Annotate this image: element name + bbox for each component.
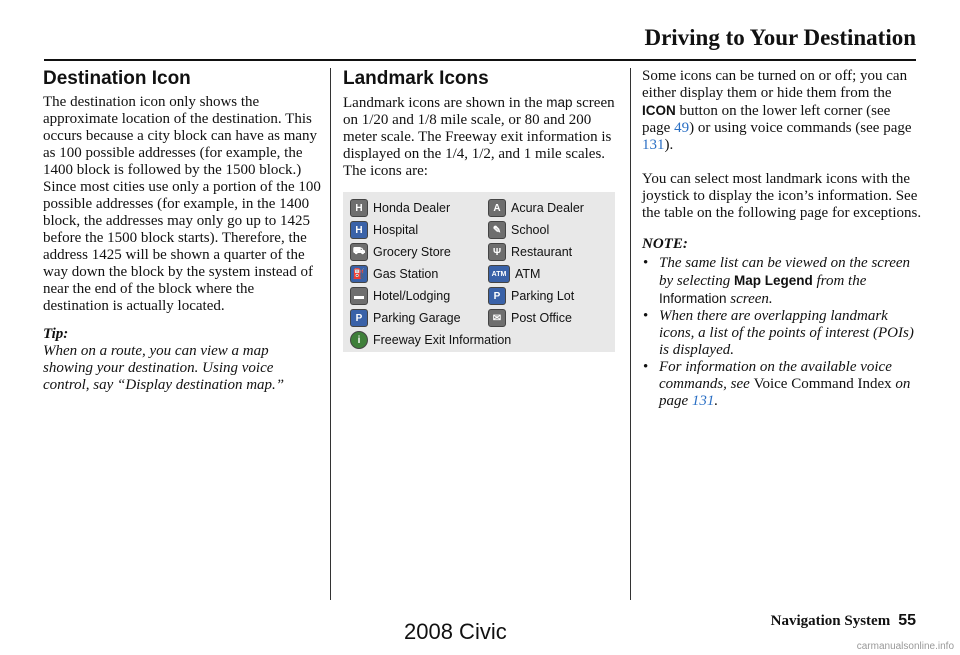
hotel-bed-icon: ▬ [350, 287, 368, 305]
b3-text-b: on page [659, 376, 911, 409]
legend-item-grocery-store [350, 242, 451, 262]
legend-label: Hotel/Lodging [373, 289, 451, 303]
destination-icon-body: The destination icon only shows the approximate location of the destination. This occurs because a city block can have as many as 100 possible addresses (for example, the 1400 block is followed by the 1500 block.) Since most cities use only a portion of the 100 possible addresses (for example, in the 1400 block, the addresses may only go up to 1425 before the 1500 block starts). Therefore, the address 1425 will be shown a quarter of the way down the block by the system instead of near the end of the block where the destination is actually located. [43, 94, 321, 314]
p1-text-b: button on the lower left corner (see page [642, 103, 891, 136]
legend-item-freeway-exit [350, 330, 511, 350]
legend-item-gas-station [350, 264, 438, 284]
p1-text-d: ). [664, 137, 674, 153]
voice-command-index-term: Voice Command Index [753, 376, 892, 392]
section-heading-destination-icon: Destination Icon [43, 68, 191, 89]
p1-text-a: Some icons can be turned on or off; you can either display them or hide them from the [642, 68, 908, 101]
legend-item-hospital [350, 220, 418, 240]
icon-toggle-paragraph [642, 68, 922, 154]
watermark-site: carmanualsonline.info [856, 641, 954, 652]
legend-item-acura-dealer [488, 198, 584, 218]
note-item-map-legend [642, 255, 922, 308]
page-header-title: Driving to Your Destination [644, 25, 916, 50]
landmark-icon-legend [343, 192, 615, 352]
gas-station-icon: ⛽ [350, 265, 368, 283]
school-icon: ✎ [488, 221, 506, 239]
header-rule [44, 59, 916, 61]
legend-label: Acura Dealer [511, 201, 584, 215]
legend-item-restaurant [488, 242, 572, 262]
b3-text-c: . [714, 393, 719, 409]
legend-label: Restaurant [511, 245, 573, 259]
legend-item-hotel-lodging [350, 286, 450, 306]
acura-dealer-icon: A [488, 199, 506, 217]
map-screen-term: map [546, 95, 573, 110]
information-term: Information [659, 291, 727, 306]
legend-item-school [488, 220, 549, 240]
legend-label: School [511, 223, 550, 237]
legend-label: Gas Station [373, 267, 439, 281]
legend-label: Hospital [373, 223, 419, 237]
footer-label: Navigation System [770, 613, 891, 629]
section-heading-landmark-icons: Landmark Icons [343, 68, 489, 89]
note-item-voice-commands [642, 359, 922, 410]
legend-label: Freeway Exit Information [373, 333, 512, 347]
legend-label: Parking Garage [373, 311, 461, 325]
watermark-model: 2008 Civic [404, 619, 507, 644]
column-divider [630, 68, 631, 600]
map-legend-term: Map Legend [733, 273, 813, 288]
restaurant-icon: Ψ [488, 243, 506, 261]
intro-text-a: Landmark icons are shown in the [343, 95, 547, 111]
legend-item-atm [488, 264, 540, 284]
note-heading: NOTE: [642, 236, 688, 252]
page-footer [771, 612, 916, 630]
page-link-131[interactable]: 131 [642, 137, 665, 153]
page-number: 55 [898, 612, 916, 629]
note-list [642, 255, 922, 410]
legend-label: Honda Dealer [373, 201, 451, 215]
b1-text-c: screen. [726, 291, 773, 307]
joystick-paragraph: You can select most landmark icons with the joystick to display the icon’s information. See the table on the following page for exceptions. [642, 171, 922, 221]
atm-icon: ATM [488, 265, 510, 283]
page-link-49[interactable]: 49 [674, 120, 690, 136]
note-item-overlapping: • When there are overlapping landmark icons, a list of the points of interest (POIs) is displayed. [642, 308, 922, 359]
legend-item-parking-garage [350, 308, 461, 328]
parking-lot-icon: P [488, 287, 506, 305]
grocery-cart-icon: ⛟ [350, 243, 368, 261]
legend-label: Post Office [511, 311, 572, 325]
legend-item-honda-dealer [350, 198, 450, 218]
b1-text-a: The same list can be viewed on the screen by selecting [659, 255, 911, 289]
column-landmark-icons [343, 68, 615, 352]
column-destination-icon [43, 68, 321, 394]
column-divider [330, 68, 331, 600]
b1-text-b: from the [812, 273, 867, 289]
legend-label: Grocery Store [373, 245, 451, 259]
tip-heading: Tip: [43, 326, 69, 342]
legend-label: ATM [515, 267, 541, 281]
hospital-icon: H [350, 221, 368, 239]
p1-text-c: ) or using voice commands (see page [689, 120, 912, 136]
b3-text-a: For information on the available voice commands, see [659, 359, 892, 392]
icon-button-term: ICON [642, 103, 676, 118]
post-office-icon: ✉ [488, 309, 506, 327]
landmark-intro [343, 94, 615, 180]
legend-item-post-office [488, 308, 572, 328]
legend-label: Parking Lot [511, 289, 575, 303]
intro-text-b: screen on 1/20 and 1/8 mile scale, or 80 and 200 meter scale. The Freeway exit information is displayed on the 1/4, 1/2, and 1 mile scales. The icons are: [343, 95, 615, 179]
info-icon: i [350, 331, 368, 349]
tip-text: When on a route, you can view a map showing your destination. Using voice control, say “Display destination map.” [43, 343, 285, 393]
parking-garage-icon: P [350, 309, 368, 327]
page-link-131[interactable]: 131 [691, 393, 715, 409]
column-icon-notes [642, 68, 922, 410]
legend-item-parking-lot [488, 286, 574, 306]
honda-dealer-icon: H [350, 199, 368, 217]
